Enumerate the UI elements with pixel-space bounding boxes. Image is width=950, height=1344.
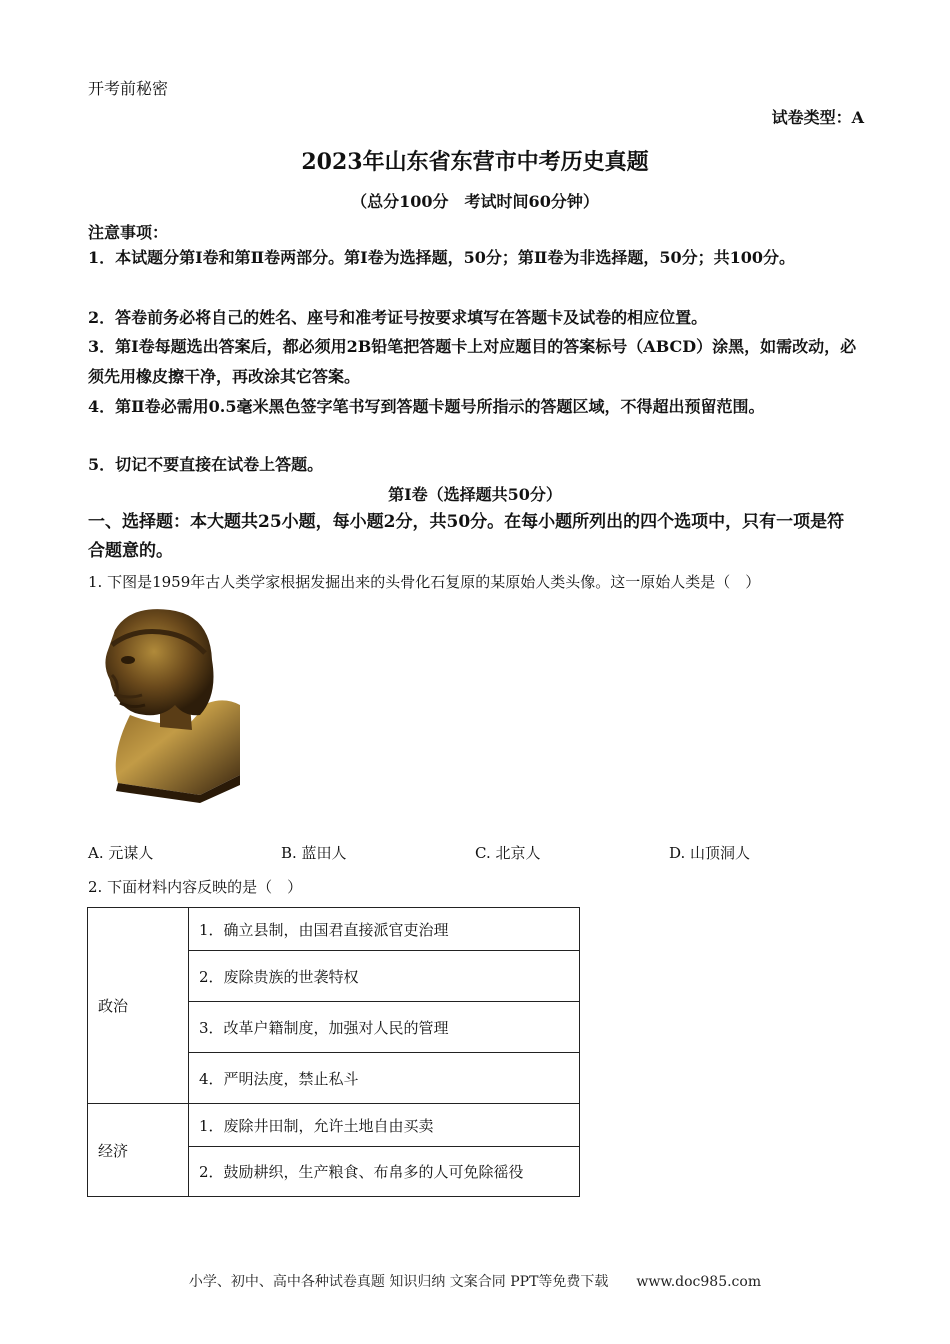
q1-option-a[interactable]: A. 元谋人 (88, 844, 154, 862)
material-table (87, 907, 580, 1197)
politics-item-4: 4．严明法度，禁止私斗 (189, 1053, 580, 1104)
question-2-stem: 2. 下面材料内容反映的是（ ） (88, 878, 303, 896)
note-item-4: 4．第Ⅱ卷必需用0.5毫米黑色签字笔书写到答题卡题号所指示的答题区域，不得超出预留范围。 (88, 397, 765, 416)
note-item-5: 5．切记不要直接在试卷上答题。 (88, 455, 324, 474)
note-item-1: 1．本试题分第Ⅰ卷和第Ⅱ卷两部分。第Ⅰ卷为选择题，50分；第Ⅱ卷为非选择题，50分；共100分。 (88, 248, 796, 267)
section-title: 第Ⅰ卷（选择题共50分） (388, 485, 562, 504)
politics-item-3: 3．改革户籍制度，加强对人民的管理 (189, 1002, 580, 1053)
note-item-3: 3．第Ⅰ卷每题选出答案后，都必须用2B铅笔把答题卡上对应题目的答案标号（ABCD）涂黑，如需改动，必须先用橡皮擦干净，再改涂其它答案。 (88, 337, 857, 386)
bust-image (90, 605, 245, 805)
confidential-label: 开考前秘密 (88, 79, 169, 98)
exam-info-subtitle: （总分100分 考试时间60分钟） (351, 192, 599, 211)
politics-item-2: 2．废除贵族的世袭特权 (189, 951, 580, 1002)
notes-heading: 注意事项： (88, 223, 169, 242)
politics-label: 政治 (88, 908, 189, 1104)
politics-item-1: 1．确立县制，由国君直接派官吏治理 (189, 908, 580, 951)
paper-type-label: 试卷类型：A (771, 108, 864, 127)
economy-item-2: 2．鼓励耕织，生产粮食、布帛多的人可免除徭役 (189, 1147, 580, 1197)
q1-option-b[interactable]: B. 蓝田人 (281, 844, 347, 862)
page-title: 2023年山东省东营市中考历史真题 (301, 149, 649, 175)
economy-item-1: 1．废除井田制，允许土地自由买卖 (189, 1104, 580, 1147)
note-item-2: 2．答卷前务必将自己的姓名、座号和准考证号按要求填写在答题卡及试卷的相应位置。 (88, 308, 708, 327)
section-instruction: 一、选择题：本大题共25小题，每小题2分，共50分。在每小题所列出的四个选项中，只有一项是符合题意的。 (88, 512, 845, 561)
footer-text: 小学、初中、高中各种试卷真题 知识归纳 文案合同 PPT等免费下载 www.doc985.com (188, 1274, 762, 1290)
economy-label: 经济 (88, 1104, 189, 1197)
q1-option-d[interactable]: D. 山顶洞人 (669, 844, 751, 862)
q1-option-c[interactable]: C. 北京人 (475, 844, 541, 862)
question-1-stem: 1. 下图是1959年古人类学家根据发掘出来的头骨化石复原的某原始人类头像。这一原始人类是（ ） (88, 573, 761, 591)
